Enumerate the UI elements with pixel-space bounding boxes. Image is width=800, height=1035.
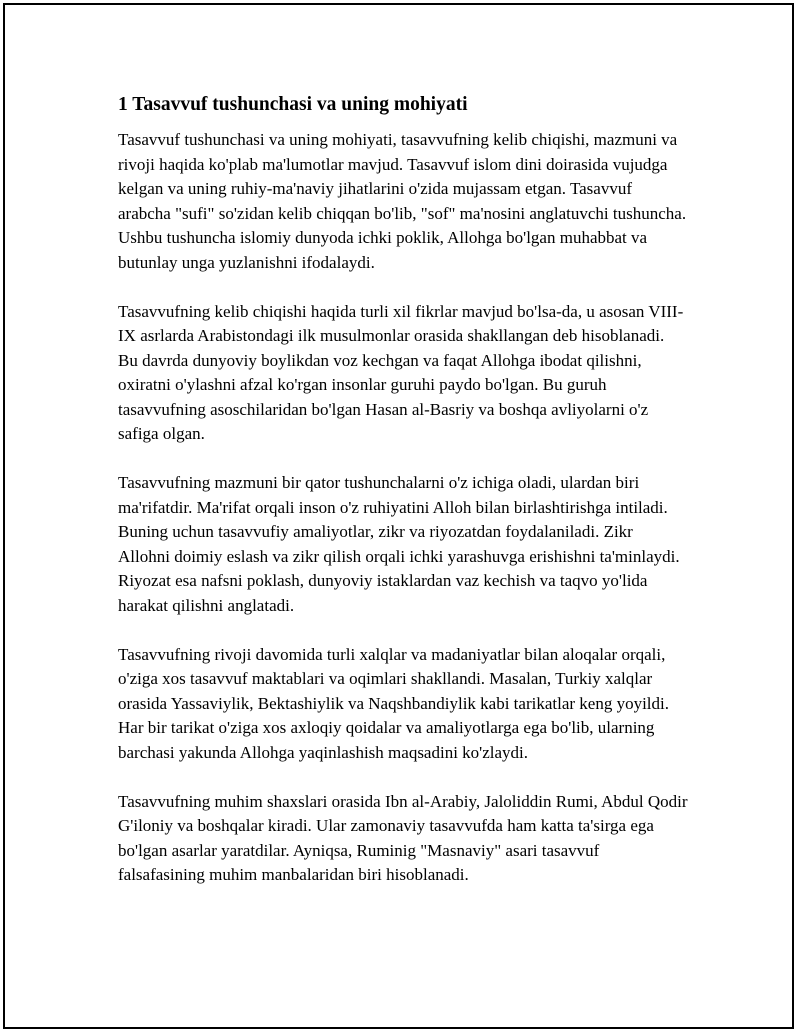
paragraph-origin: Tasavvufning kelib chiqishi haqida turli xil fikrlar mavjud bo'lsa-da, u asosan VIII-IX asrlarda Arabistondagi ilk musulmonlar orasida shakllangan deb hisoblanadi. Bu davrda dunyoviy boylikdan voz kechgan va faqat Allohga ibodat qilishni, oxiratni o'ylashni afzal ko'rgan insonlar guruhi paydo bo'lgan. Bu guruh tasavvufning asoschilaridan bo'lgan Hasan al-Basriy va boshqa avliyolarni o'z safiga olgan. [118,301,684,443]
paragraph-development: Tasavvufning rivoji davomida turli xalqlar va madaniyatlar bilan aloqalar orqali, o'ziga xos tasavvuf maktablari va oqimlari shakllandi. Masalan, Turkiy xalqlar orasida Yassaviylik, Bektashiylik va Naqshbandiylik kabi tarikatlar keng yoyildi. Har bir tarikat o'ziga xos axloqiy qoidalar va amaliyotlarga ega bo'lib, ularning barchasi yakunda Allohga yaqinlashish maqsadini ko'zlaydi. [118,644,669,762]
paragraph-figures: Tasavvufning muhim shaxslari orasida Ibn al-Arabiy, Jaloliddin Rumi, Abdul Qodir G'iloniy va boshqalar kiradi. Ular zamonaviy tasavvufda ham katta ta'sirga ega bo'lgan asarlar yaratdilar. Ayniqsa, Ruminig "Masnaviy" asari tasavvuf falsafasining muhim manbalaridan biri hisoblanadi. [118,791,688,884]
paragraph-definition: Tasavvuf tushunchasi va uning mohiyati, tasavvufning kelib chiqishi, mazmuni va rivoji haqida ko'plab ma'lumotlar mavjud. Tasavvuf islom dini doirasida vujudga kelgan va uning ruhiy-ma'naviy jihatlarini o'zida mujassam etgan. Tasavvuf arabcha "sufi" so'zidan kelib chiqqan bo'lib, "sof" ma'nosini anglatuvchi tushuncha. Ushbu tushuncha islomiy dunyoda ichki poklik, Allohga bo'lgan muhabbat va butunlay unga yuzlanishni ifodalaydi. [118,130,687,272]
section-heading: 1 Tasavvuf tushunchasi va uning mohiyati [118,94,468,115]
paragraph-content: Tasavvufning mazmuni bir qator tushunchalarni o'z ichiga oladi, ulardan biri ma'rifatdir. Ma'rifat orqali inson o'z ruhiyatini Alloh bilan birlashtirishga intiladi. Buning uchun tasavvufiy amaliyotlar, zikr va riyozatdan foydalaniladi. Zikr Allohni doimiy eslash va zikr qilish orqali ichki yarashuvga erishishni ta'minlaydi. Riyozat esa nafsni poklash, dunyoviy istaklardan vaz kechish va taqvo yo'lida harakat qilishni anglatadi. [118,473,680,615]
document-body [118,92,688,912]
